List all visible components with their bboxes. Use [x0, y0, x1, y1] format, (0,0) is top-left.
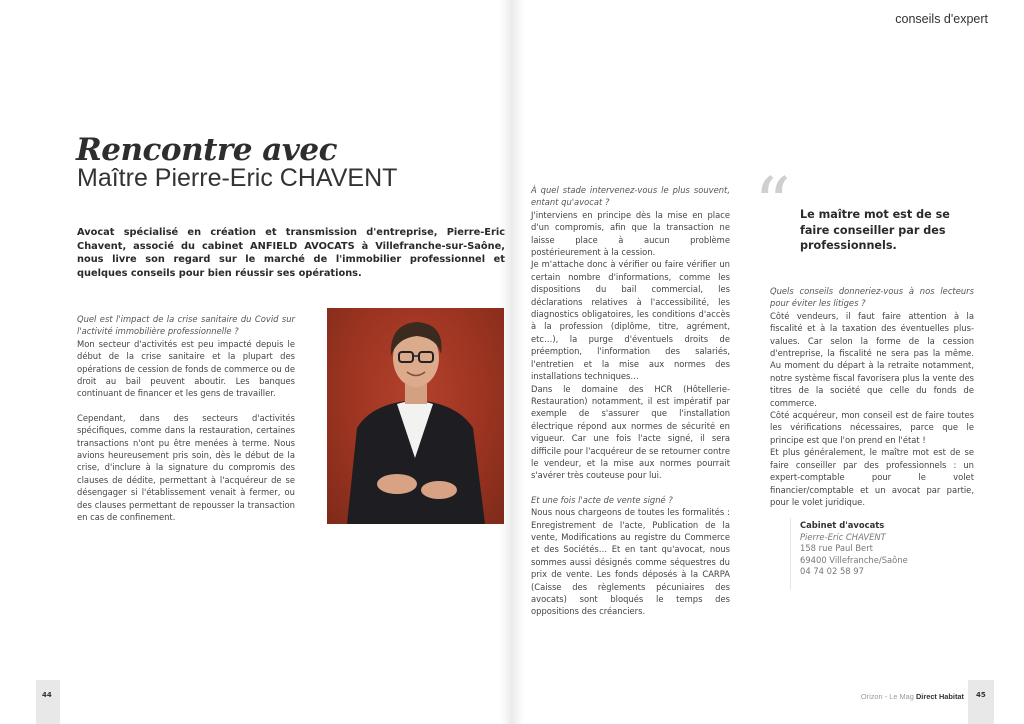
answer-paragraph: Je m'attache donc à vérifier ou faire vérifier un certain nombre d'informations, comme les dispositions du bail commercial, les déclarations relatives à l'accessibilité, les diagnostics obligatoires, les conditions d'accès à la profession (diplôme, titre, agrément, etc…), la purge d'éventuels droits de préemption, l'information des salariés, l'entretien et la mise aux normes des installations techniques… [531, 259, 730, 382]
quote-mark-icon: “ [754, 162, 791, 246]
question-intervention-stage: À quel stade intervenez-vous le plus souvent, entant qu'avocat ? [531, 185, 730, 208]
column-3 [770, 285, 974, 520]
pull-quote: Le maître mot est de se faire conseiller par des professionnels. [800, 208, 950, 252]
answer-paragraph: Dans le domaine des HCR (Hôtellerie-Restauration) notamment, il est impératif par exemple de s'assurer que l'installation électrique répond aux normes de sécurité en vigueur. Car une fois l'acte signé, il sera difficile pour l'acquéreur de se retourner contre le vendeur, et la mise aux normes pourrait s'avérer très couteuse pour lui. [531, 383, 730, 481]
answer-paragraph: Cependant, dans des secteurs d'activités spécifiques, comme dans la restauration, certaines transactions n'ont pu être menées à terme. Nous avions heureusement pris soin, dès le début de la crise, d'inclure à la signature du compromis des clauses de dédite, permettant à l'acquéreur de se désengager si l'établissement venait à fermer, ou des clauses permettant de repousser la transaction en cas de confinement. [77, 412, 295, 523]
title-script: Rencontre avec [76, 132, 337, 168]
contact-name: Pierre-Eric CHAVENT [800, 531, 886, 542]
portrait-photo [327, 308, 504, 524]
contact-block [800, 520, 940, 578]
page-tab-left [36, 680, 60, 724]
question-advice: Quels conseils donneriez-vous à nos lecteurs pour éviter les litiges ? [770, 286, 974, 309]
publication-footer [861, 692, 964, 701]
publication-prefix: Orizon - Le Mag [860, 692, 914, 701]
column-2 [531, 184, 730, 630]
answer-paragraph: Et plus généralement, le maître mot est de se faire conseiller par des professionnels : un expert-comptable pour le volet financier/comptable et un avocat par partie, pour le volet juridique. [770, 447, 974, 507]
answer-paragraph: Côté vendeurs, il faut faire attention à la fiscalité et à la taxation des éventuelles plus-values. Car selon la forme de la cession d'entreprise, la fiscalité ne sera pas la même. Au moment du départ à la retraite notamment, notre système fiscal favorisera plus la vente des titres de la société que celle du fonds de commerce. [770, 310, 974, 408]
question-covid-impact: Quel est l'impact de la crise sanitaire du Covid sur l'activité immobilière professionnelle ? [77, 314, 295, 337]
contact-address: 158 rue Paul Bert [800, 543, 873, 554]
section-label: conseils d'expert [895, 12, 988, 26]
answer-paragraph: Mon secteur d'activités est peu impacté depuis le début de la crise sanitaire et la plupart des opérations de cession de fonds de commerce ou de droit au bail peuvent aboutir. Les banques continuant de financer et les gens de travailler. [77, 338, 295, 399]
title-name: Maître Pierre-Eric CHAVENT [77, 164, 398, 192]
contact-city: 69400 Villefranche/Saône [800, 554, 908, 565]
contact-title: Cabinet d'avocats [800, 520, 885, 530]
page-number-left: 44 [42, 691, 52, 699]
contact-phone: 04 74 02 58 97 [800, 566, 864, 577]
publication-name: Direct Habitat [915, 692, 964, 701]
page-tab-right [968, 680, 994, 724]
contact-divider [790, 518, 791, 590]
page-number-right: 45 [976, 691, 986, 699]
intro-paragraph: Avocat spécialisé en création et transmission d'entreprise, Pierre-Eric Chavent, associé du cabinet ANFIELD AVOCATS à Villefranche-sur-Saône, nous livre son regard sur le marché de l'immobilier professionnel et quelques conseils pour bien réussir ses opérations. [77, 227, 505, 279]
column-1 [77, 313, 295, 536]
answer-paragraph: Nous nous chargeons de toutes les formalités : Enregistrement de l'acte, Publication de la vente, Modifications au registre du Commerce et des Sociétés… Et en tant qu'avocat, nous sommes aussi désignés comme séquestres du prix de vente. Les fonds déposés à la CARPA (Caisse des règlements pécuniaires des avocats) sont bloqués le temps des oppositions des créanciers. [531, 507, 730, 617]
question-after-signing: Et une fois l'acte de vente signé ? [531, 494, 673, 505]
answer-paragraph: Côté acquéreur, mon conseil est de faire toutes les vérifications nécessaires, parce que le principe est que l'on prend en l'état ! [770, 410, 974, 445]
portrait-illustration [327, 308, 504, 524]
answer-paragraph: J'interviens en principe dès la mise en place d'un compromis, afin que la transaction ne laisse place à aucun problème postérieurement à la cession. [531, 209, 730, 258]
